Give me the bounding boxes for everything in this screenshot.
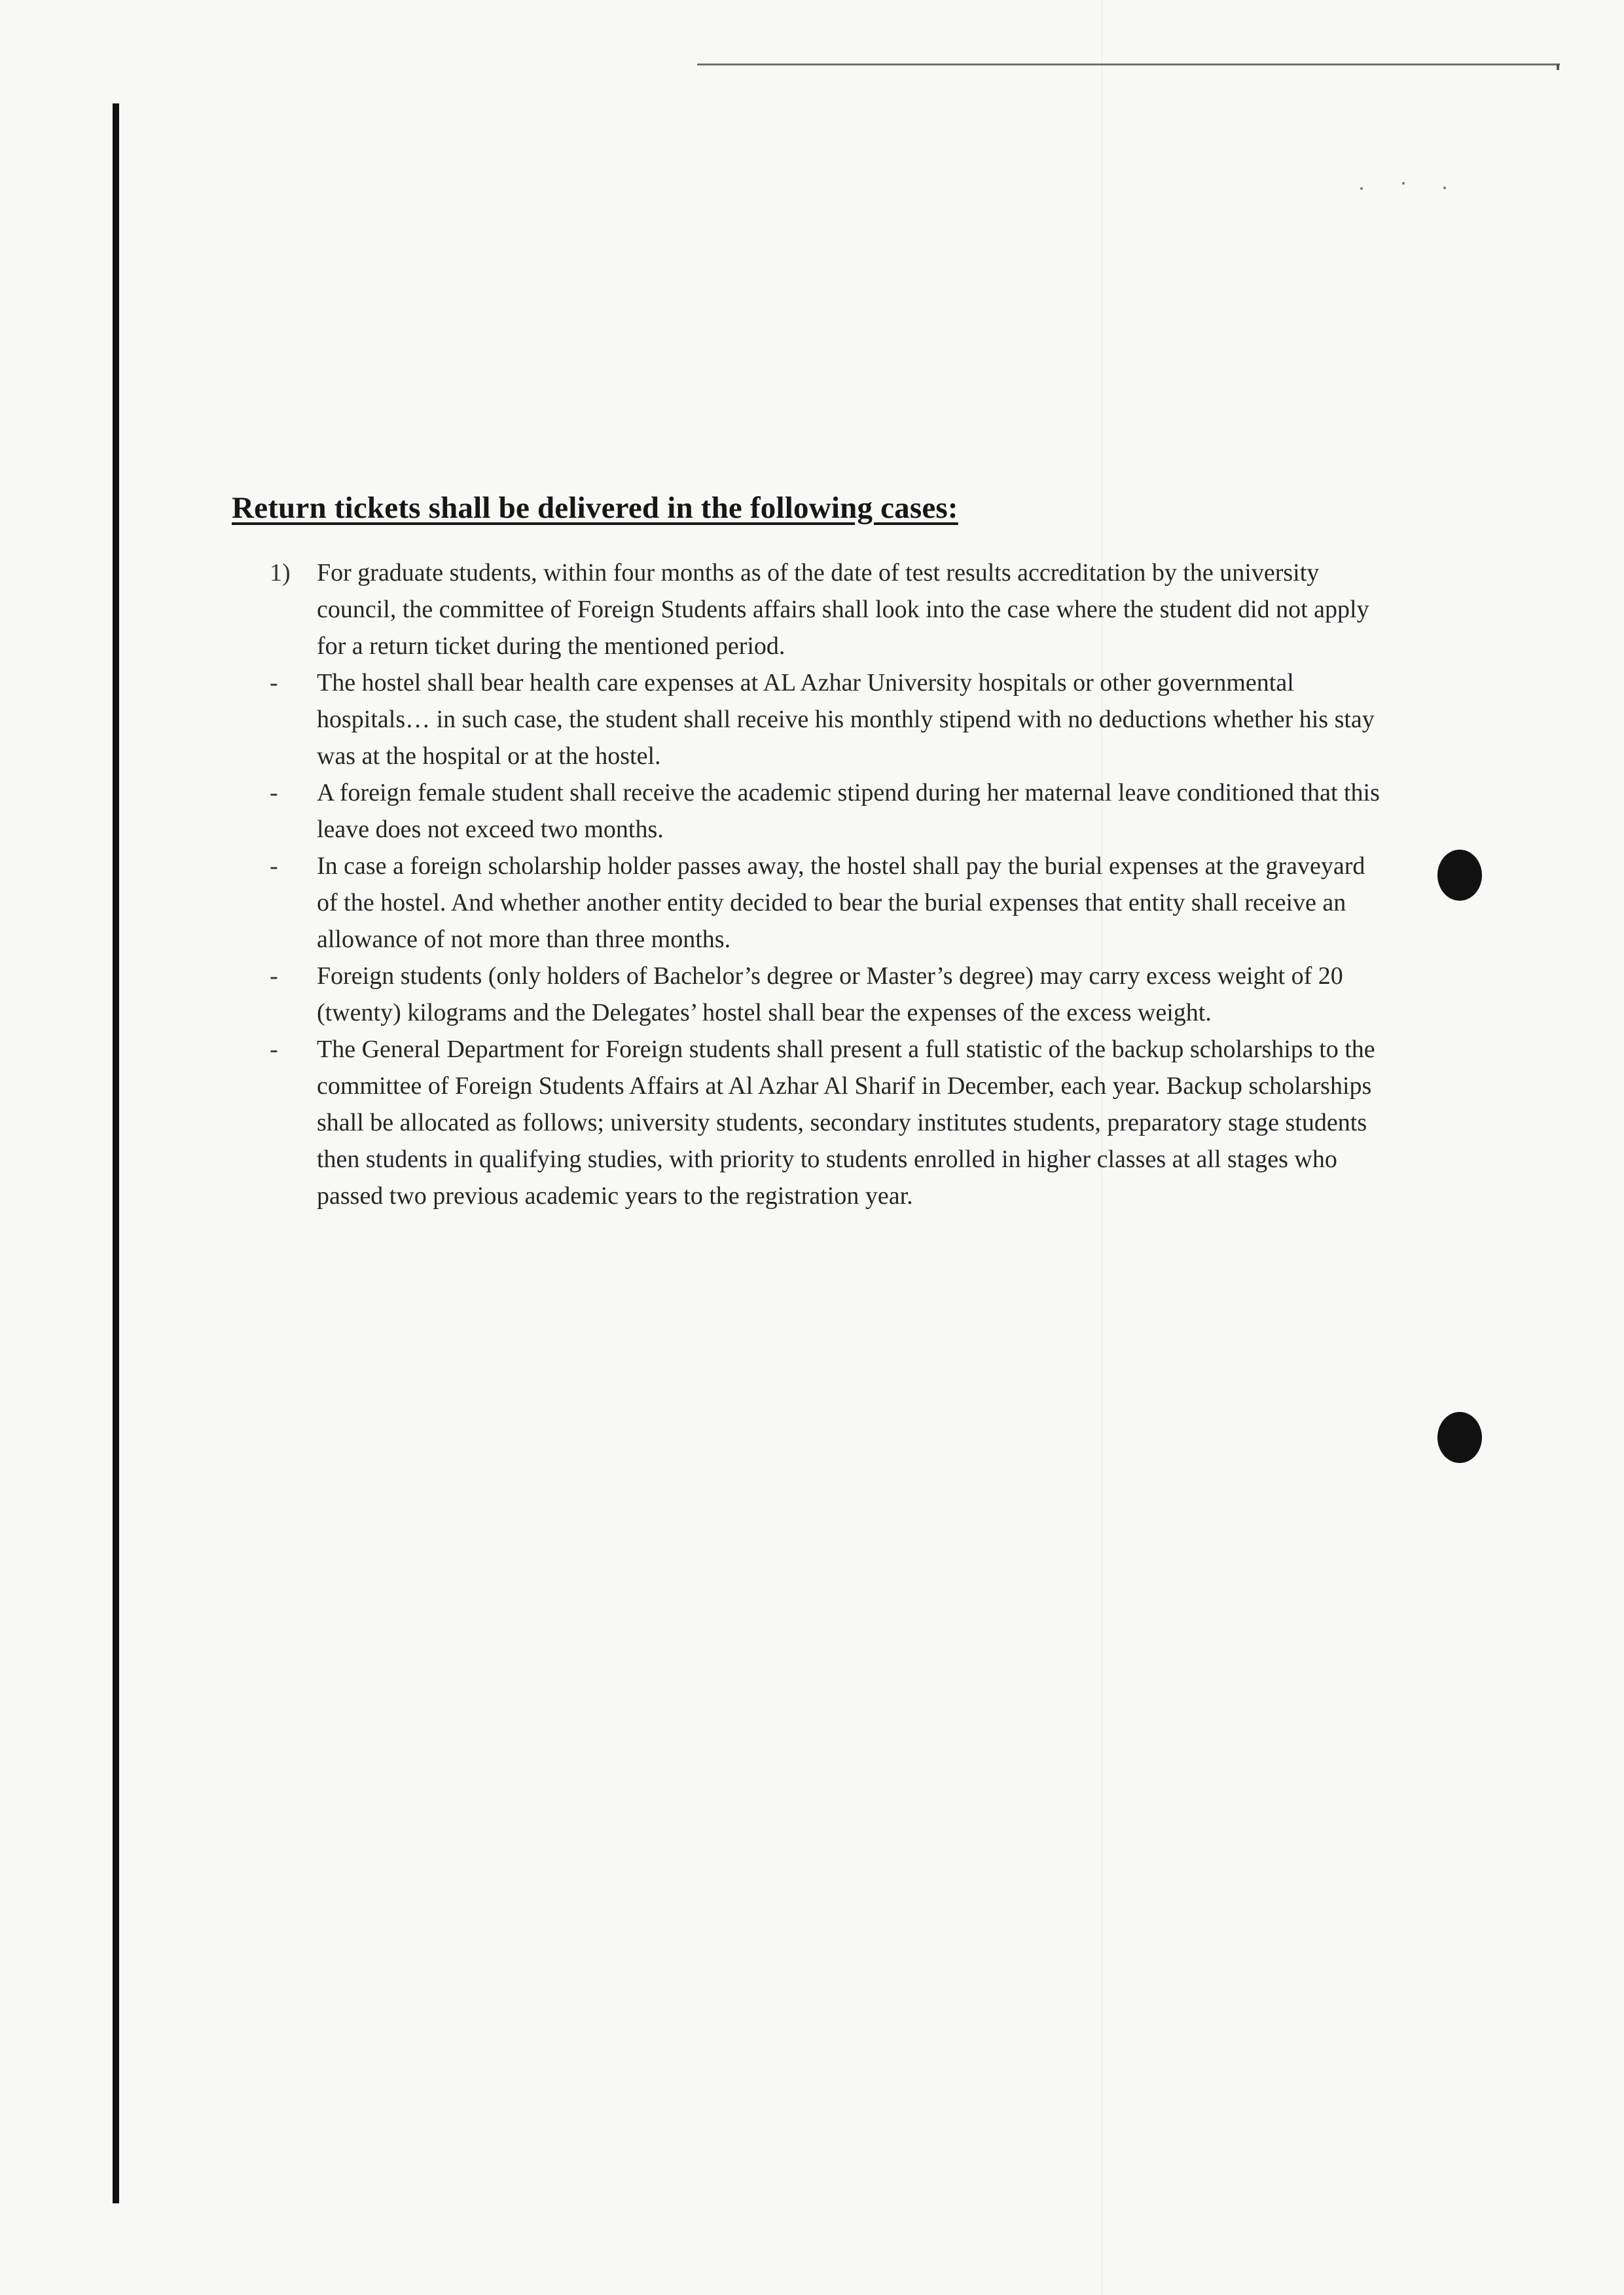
punch-hole-bottom (1437, 1412, 1482, 1463)
scan-speck (1443, 187, 1446, 189)
condition-item (232, 554, 1384, 664)
condition-text: In case a foreign scholarship holder passes away, the hostel shall pay the burial expenses at the graveyard of the hostel. And whether another entity decided to bear the burial expenses that entity shall receive an allowance of not more than three months. (317, 852, 1365, 954)
top-binding-rule (697, 63, 1560, 65)
condition-text: The hostel shall bear health care expenses at AL Azhar University hospitals or other governmental hospitals… in such case, the student shall receive his monthly stipend with no deductions whether his stay was at the hospital or at the hostel. (317, 669, 1375, 770)
condition-item (232, 774, 1384, 848)
document-content (232, 490, 1384, 1214)
conditions-list (232, 554, 1384, 1214)
condition-item (232, 664, 1384, 774)
left-binding-bar (113, 103, 119, 2203)
list-number-marker: 1) (270, 559, 291, 587)
condition-text: A foreign female student shall receive the academic stipend during her maternal leave conditioned that this leave does not exceed two months. (317, 779, 1380, 844)
list-dash-marker: - (270, 852, 278, 880)
punch-hole-top (1437, 850, 1482, 901)
condition-item (232, 1031, 1384, 1214)
section-heading: Return tickets shall be delivered in the following cases: (232, 491, 958, 525)
condition-item (232, 848, 1384, 958)
top-binding-rule-tick (1557, 63, 1559, 70)
condition-text: The General Department for Foreign students shall present a full statistic of the backup scholarships to the committee of Foreign Students Affairs at Al Azhar Al Sharif in December, each year. Backup scholarships shall be allocated as follows; university students, secondary institutes students, preparatory stage students then students in qualifying studies, with priority to students enrolled in higher classes at all stages who passed two previous academic years to the registration year. (317, 1036, 1375, 1210)
list-dash-marker: - (270, 669, 278, 697)
list-dash-marker: - (270, 1036, 278, 1064)
condition-item (232, 958, 1384, 1031)
scan-speck (1402, 182, 1405, 185)
list-dash-marker: - (270, 962, 278, 990)
list-dash-marker: - (270, 779, 278, 807)
condition-text: For graduate students, within four months as of the date of test results accreditation by the university council, the committee of Foreign Students affairs shall look into the case where the student did not apply for a return ticket during the mentioned period. (317, 559, 1369, 660)
scan-speck (1360, 187, 1363, 190)
condition-text: Foreign students (only holders of Bachelor’s degree or Master’s degree) may carry excess weight of 20 (twenty) kilograms and the Delegates’ hostel shall bear the expenses of the excess weight. (317, 962, 1343, 1027)
